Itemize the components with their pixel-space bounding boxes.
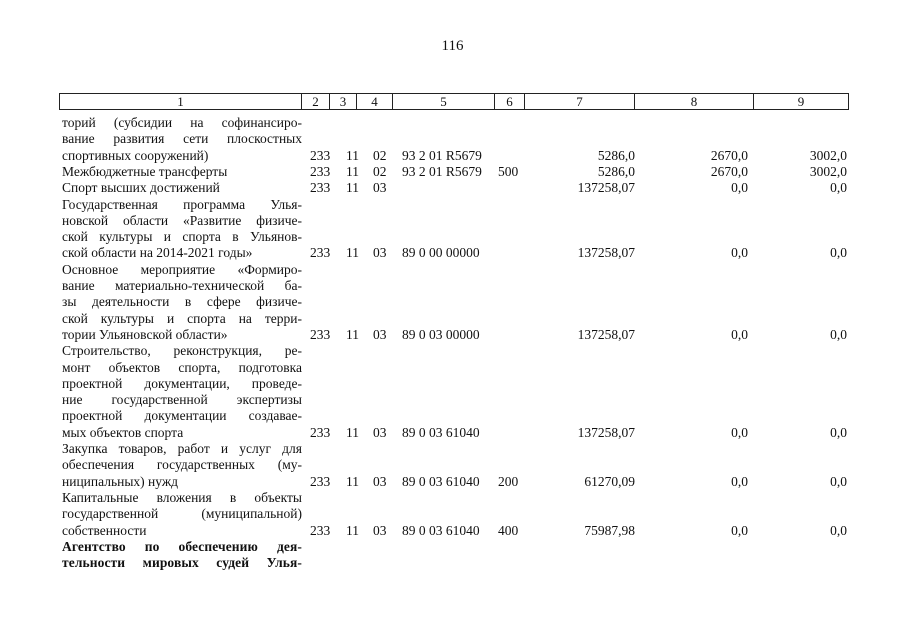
cell-c3: 11 xyxy=(346,424,359,440)
cell-c8: 0,0 xyxy=(731,326,748,342)
cell-c2: 233 xyxy=(310,180,331,196)
cell-c5: 89 0 00 00000 xyxy=(402,245,480,261)
row-description-line: государственной (муниципальной) xyxy=(62,506,302,522)
cell-c3: 11 xyxy=(346,522,359,538)
cell-c9: 0,0 xyxy=(830,522,847,538)
cell-c8: 0,0 xyxy=(731,522,748,538)
cell-c7: 137258,07 xyxy=(577,424,635,440)
cell-c8: 0,0 xyxy=(731,245,748,261)
row-description-line: ской культуры и спорта на терри- xyxy=(62,310,302,326)
page-number: 116 xyxy=(441,38,464,54)
cell-c4: 03 xyxy=(373,245,387,261)
row-description-line: вание развития сети плоскостных xyxy=(62,131,302,147)
row-description-line: ние государственной экспертизы xyxy=(62,392,302,408)
cell-c2: 233 xyxy=(310,424,331,440)
header-col-7: 7 xyxy=(525,94,635,109)
cell-c5: 89 0 03 61040 xyxy=(402,424,480,440)
cell-c5: 93 2 01 R5679 xyxy=(402,147,482,163)
header-col-6: 6 xyxy=(495,94,525,109)
row-description-line: обеспечения государственных (му- xyxy=(62,457,302,473)
row-description-line: собственности xyxy=(62,522,147,538)
header-col-9: 9 xyxy=(797,94,805,109)
cell-c9: 0,0 xyxy=(830,245,847,261)
cell-c4: 03 xyxy=(373,326,387,342)
cell-c7: 5286,0 xyxy=(597,163,635,179)
cell-c8: 0,0 xyxy=(731,473,748,489)
row-description-line: ниципальных) нужд xyxy=(62,473,179,489)
cell-c9: 0,0 xyxy=(830,473,847,489)
cell-c2: 233 xyxy=(310,473,331,489)
cell-c7: 137258,07 xyxy=(577,180,635,196)
header-col-4: 4 xyxy=(357,94,393,109)
row-description-line: тельности мировых судей Улья- xyxy=(62,555,302,571)
cell-c3: 11 xyxy=(346,326,359,342)
cell-c6: 500 xyxy=(498,163,519,179)
cell-c5: 89 0 03 61040 xyxy=(402,473,480,489)
cell-c4: 03 xyxy=(373,180,387,196)
header-col-5: 5 xyxy=(393,94,495,109)
row-description-line: Закупка товаров, работ и услуг для xyxy=(62,441,302,456)
header-col-1: 1 xyxy=(60,94,302,109)
cell-c6: 400 xyxy=(498,522,519,538)
cell-c5: 93 2 01 R5679 xyxy=(402,163,482,179)
row-description-line: Капитальные вложения в объекты xyxy=(62,489,302,505)
cell-c3: 11 xyxy=(346,473,359,489)
cell-c2: 233 xyxy=(310,147,331,163)
cell-c9: 0,0 xyxy=(830,326,847,342)
cell-c9: 3002,0 xyxy=(809,147,847,163)
table-header xyxy=(59,93,849,110)
row-description-line: новской области «Развитие физиче- xyxy=(62,212,302,228)
cell-c8: 0,0 xyxy=(731,424,748,440)
cell-c9: 0,0 xyxy=(830,424,847,440)
row-description-line: спортивных сооружений) xyxy=(62,147,209,163)
row-description-line: Основное мероприятие «Формиро- xyxy=(62,261,302,277)
cell-c4: 02 xyxy=(373,163,387,179)
row-description-line: торий (субсидии на софинансиро- xyxy=(62,115,302,130)
cell-c2: 233 xyxy=(310,522,331,538)
row-description-line: Государственная программа Улья- xyxy=(62,196,302,212)
cell-c8: 2670,0 xyxy=(710,163,748,179)
cell-c7: 137258,07 xyxy=(577,245,635,261)
cell-c8: 0,0 xyxy=(731,180,748,196)
row-description-line: проектной документации создавае- xyxy=(62,408,302,424)
cell-c4: 03 xyxy=(373,424,387,440)
cell-c2: 233 xyxy=(310,163,331,179)
row-description-line: ской культуры и спорта в Ульянов- xyxy=(62,229,302,245)
header-col-2: 2 xyxy=(302,94,330,109)
cell-c9: 3002,0 xyxy=(809,163,847,179)
cell-c7: 5286,0 xyxy=(597,147,635,163)
cell-c6: 200 xyxy=(498,473,519,489)
cell-c9: 0,0 xyxy=(830,180,847,196)
row-description-line: Строительство, реконструкция, ре- xyxy=(62,343,302,359)
row-description-line: мых объектов спорта xyxy=(62,424,184,440)
cell-c2: 233 xyxy=(310,245,331,261)
cell-c4: 02 xyxy=(373,147,387,163)
cell-c3: 11 xyxy=(346,180,359,196)
row-description-line: Агентство по обеспечению дея- xyxy=(62,538,302,554)
row-description-line: вание материально-технической ба- xyxy=(62,278,302,293)
cell-c7: 61270,09 xyxy=(584,473,635,489)
cell-c2: 233 xyxy=(310,326,331,342)
cell-c3: 11 xyxy=(346,147,359,163)
cell-c7: 75987,98 xyxy=(584,522,635,538)
row-description-line: монт объектов спорта, подготовка xyxy=(62,359,302,375)
cell-c3: 11 xyxy=(346,245,359,261)
cell-c4: 03 xyxy=(373,473,387,489)
cell-c8: 2670,0 xyxy=(710,147,748,163)
row-description-line: проектной документации, проведе- xyxy=(62,375,302,391)
row-description-line: ской области на 2014-2021 годы» xyxy=(62,245,253,261)
row-description-line: зы деятельности в сфере физиче- xyxy=(62,294,302,310)
cell-c5: 89 0 03 61040 xyxy=(402,522,480,538)
cell-c5: 89 0 03 00000 xyxy=(402,326,480,342)
header-col-8: 8 xyxy=(635,94,754,109)
header-col-3: 3 xyxy=(330,94,357,109)
cell-c4: 03 xyxy=(373,522,387,538)
cell-c3: 11 xyxy=(346,163,359,179)
row-description-line: тории Ульяновской области» xyxy=(62,326,228,342)
row-description-line: Межбюджетные трансферты xyxy=(62,163,228,179)
cell-c7: 137258,07 xyxy=(577,326,635,342)
row-description-line: Спорт высших достижений xyxy=(62,180,220,196)
